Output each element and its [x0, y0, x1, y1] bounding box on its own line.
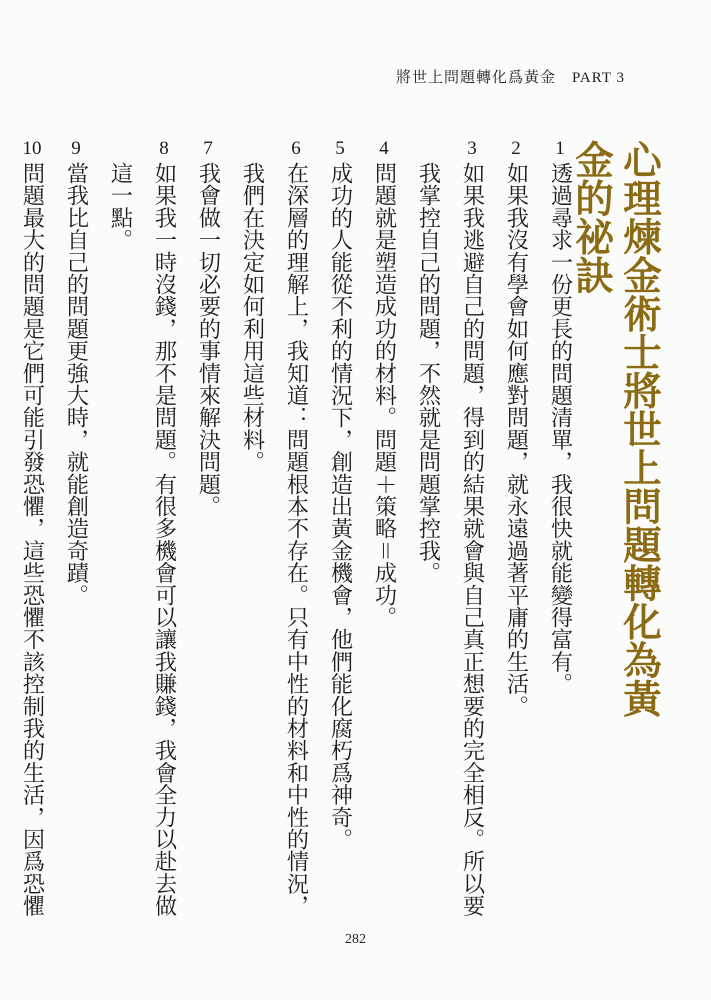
item-number: 6	[291, 138, 301, 159]
text-column: 問題最大的問題是它們可能引發恐懼，這些恐懼不該控制我的生活，因爲恐懼	[19, 162, 45, 917]
list-item	[540, 136, 580, 922]
text-column: 我們在決定如何利用這些材料。	[239, 162, 265, 473]
item-number: 2	[511, 138, 521, 159]
list-item-continuation	[100, 136, 140, 922]
list-item	[452, 136, 492, 922]
list-item	[12, 136, 52, 922]
running-header: 將世上問題轉化爲黃金 PART 3	[395, 70, 625, 86]
item-number: 9	[71, 138, 81, 159]
text-column: 成功的人能從不利的情況下，創造出黃金機會，他們能化腐朽爲神奇。	[327, 162, 353, 851]
text-column: 在深層的理解上，我知道：問題根本不存在。只有中性的材料和中性的情況，	[283, 162, 309, 917]
text-column: 如果我沒有學會如何應對問題，就永遠過著平庸的生活。	[503, 162, 529, 717]
item-number: 4	[379, 138, 389, 159]
list-item	[276, 136, 316, 922]
list-item-continuation	[408, 136, 448, 922]
list-item	[56, 136, 96, 922]
page-number: 282	[345, 932, 366, 947]
list-item	[496, 136, 536, 922]
item-number: 5	[335, 138, 345, 159]
list-item	[188, 136, 228, 922]
list-item-continuation	[232, 136, 272, 922]
text-column: 問題就是塑造成功的材料。問題＋策略＝成功。	[371, 162, 397, 629]
text-column: 當我比自己的問題更強大時，就能創造奇蹟。	[63, 162, 89, 606]
text-column: 如果我一時沒錢，那不是問題。有很多機會可以讓我賺錢，我會全力以赴去做	[151, 162, 177, 917]
text-column: 我會做一切必要的事情來解決問題。	[195, 162, 221, 518]
item-number: 8	[159, 138, 169, 159]
text-column: 我掌控自己的問題，不然就是問題掌控我。	[415, 162, 441, 584]
item-number: 3	[467, 138, 477, 159]
chapter-title: 心理煉金術士將世上問題轉化為黃金的祕訣	[569, 140, 662, 718]
list-item	[144, 136, 184, 922]
list-item	[320, 136, 360, 922]
item-number: 1	[555, 138, 565, 159]
text-column: 透過尋求一份更長的問題清單，我很快就能變得富有。	[547, 162, 573, 695]
list-item	[364, 136, 404, 922]
item-number: 10	[22, 138, 42, 159]
item-number: 7	[203, 138, 213, 159]
text-column: 這一點。	[107, 162, 133, 251]
text-column: 如果我逃避自己的問題，得到的結果就會與自己真正想要的完全相反。所以要	[459, 162, 485, 917]
